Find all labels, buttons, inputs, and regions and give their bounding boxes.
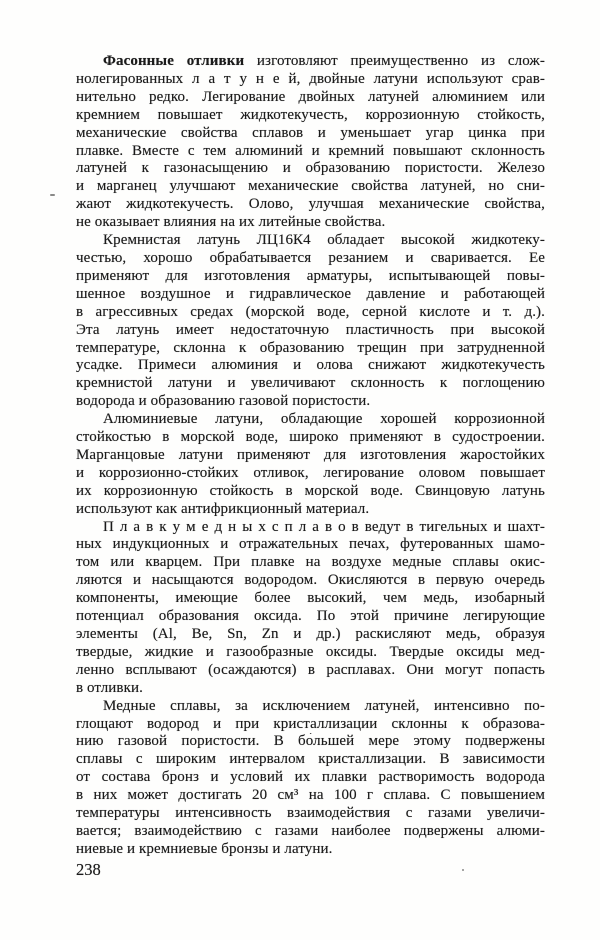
paragraph xyxy=(76,53,545,232)
text-line: ных индукционных и отражательных печах, футерованных шамо- xyxy=(76,536,545,553)
text-line: в отливки. xyxy=(76,679,143,696)
text-line: применяют для изготовления арматуры, испытывающей повы- xyxy=(76,267,545,284)
text-line: том или кварцем. При плавке на воздухе медные сплавы окис- xyxy=(76,554,545,571)
text-line: Фасонные отливки изготовляют преимущественно из слож- xyxy=(103,53,545,69)
text-line: П л а в к у м е д н ы х с п л а в о в ведут в тигельных и шахт- xyxy=(103,518,545,535)
text-line: механические свойства сплавов и уменьшает угар цинка при xyxy=(76,124,545,141)
text-line: кремнистой латуни и увеличивают склонность к поглощению xyxy=(76,375,545,392)
text-line: усадке. Примеси алюминия и олова снижают жидкотекучесть xyxy=(76,357,545,374)
text-line: Эта латунь имеет недостаточную пластичность при высокой xyxy=(76,321,545,338)
text-line: Алюминиевые латуни, обладающие хорошей коррозионной xyxy=(103,411,545,428)
text-line: кремнием повышает жидкотекучесть, коррозионную стойкость, xyxy=(76,106,545,123)
text-line: от состава бронз и условий их плавки растворимость водорода xyxy=(76,769,545,786)
text-line: нию газовой пористости. В бо́льшей мере этому подвержены xyxy=(76,733,545,750)
text-line: температуре, склонна к образованию трещин при затрудненной xyxy=(76,339,545,356)
text-line: и коррозионно-стойких отливок, легирование оловом повышает xyxy=(76,464,545,481)
text-line: водорода и образованию газовой пористости. xyxy=(76,393,371,410)
text-line: нолегированных л а т у н е й, двойные латуни используют срав- xyxy=(76,70,545,87)
paragraph xyxy=(76,411,545,518)
text-line: ниевые и кремниевые бронзы и латуни. xyxy=(76,840,333,857)
paragraph xyxy=(76,232,545,411)
text-line: плавке. Вместе с тем алюминий и кремний повышают склонность xyxy=(76,142,545,159)
text-line: температуры интенсивность взаимодействия с газами увеличи- xyxy=(76,805,545,822)
text-line: жают жидкотекучесть. Олово, улучшая механические свойства, xyxy=(76,196,545,213)
paragraph xyxy=(76,519,545,698)
scan-speck xyxy=(462,869,464,871)
text-line: элементы (Al, Be, Sn, Zn и др.) раскисляют медь, образуя xyxy=(76,626,545,642)
text-line: нительно редко. Легирование двойных латуней алюминием или xyxy=(76,88,545,105)
text-line: используют как антифрикционный материал. xyxy=(76,500,370,517)
text-line: не оказывает влияния на их литейные свойства. xyxy=(76,214,386,231)
text-line: ленно всплывают (осаждаются) в расплавах. Они могут попасть xyxy=(76,661,545,678)
text-line: сплавы с широким интервалом кристаллизации. В зависимости xyxy=(76,751,545,768)
text-line: Кремнистая латунь ЛЦ16К4 обладает высокой жидкотеку- xyxy=(103,232,545,249)
text-line: в агрессивных средах (морской воде, серной кислоте и т. д.). xyxy=(76,303,545,320)
text-line: глощают водород и при кристаллизации склонны к образова- xyxy=(76,715,545,732)
text-line: латуней к газонасыщению и образованию пористости. Железо xyxy=(76,160,545,177)
text-line: твердые, жидкие и газообразные оксиды. Твердые оксиды мед- xyxy=(76,643,545,660)
text-line: шенное воздушное и гидравлическое давление и работающей xyxy=(76,285,545,302)
text-line: вается; взаимодействию с газами наиболее подвержены алюми- xyxy=(76,822,545,839)
text-line: честью, хорошо обрабатывается резанием и сваривается. Ее xyxy=(76,249,545,266)
text-line: стойкостью в морской воде, широко применяют в судостроении. xyxy=(76,429,545,446)
text-line: потенциал образования оксида. По этой причине легирующие xyxy=(76,608,545,625)
text-line: и марганец улучшают механические свойства латуней, но сни- xyxy=(76,178,545,195)
scan-speck xyxy=(50,194,55,196)
page-text xyxy=(76,53,545,859)
text-line: Марганцовые латуни применяют для изготовления жаростойких xyxy=(76,446,545,463)
text-line: ляются и насыщаются водородом. Окисляются в первую очередь xyxy=(76,572,545,589)
text-line: компоненты, имеющие более высокий, чем медь, изобарный xyxy=(76,590,545,607)
text-line: в них может достигать 20 см³ на 100 г сплава. С повышением xyxy=(76,787,545,804)
paragraph xyxy=(76,698,545,859)
page-number: 238 xyxy=(76,860,101,879)
text-line: Медные сплавы, за исключением латуней, интенсивно по- xyxy=(103,697,545,714)
text-line: их коррозионную стойкость в морской воде. Свинцовую латунь xyxy=(76,482,545,499)
